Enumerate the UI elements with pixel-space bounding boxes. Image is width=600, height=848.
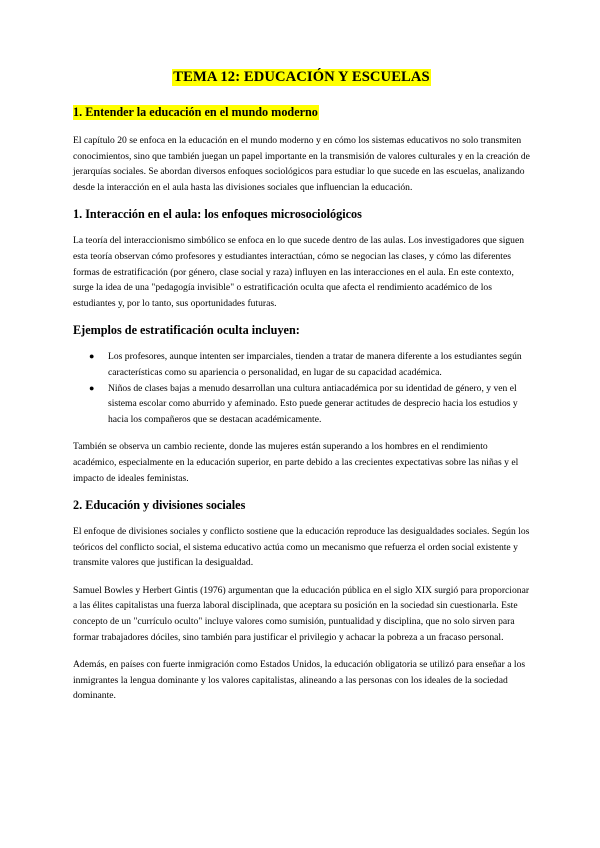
section-2-paragraph-1: La teoría del interaccionismo simbólico se enfoca en lo que sucede dentro de las aulas. Los investigadores que siguen esta teoría observan cómo profesores y estudiantes interactúan, cómo se negocian las clases, y cómo las diferentes formas de estratificación (por género, clase social y raza) influyen en las interacciones en el aula. En este contexto, surge la idea de una "pedagogía invisible" o estratificación oculta que afecta el rendimiento académico de los estudiantes y, por lo tanto, sus oportunidades futuras. — [73, 235, 525, 309]
document-title: TEMA 12: EDUCACIÓN Y ESCUELAS — [173, 69, 430, 85]
section-3-heading: Ejemplos de estratificación oculta incluyen: — [73, 323, 300, 338]
section-4-heading: 2. Educación y divisiones sociales — [73, 498, 246, 513]
section-4-paragraph-1: El enfoque de divisiones sociales y conflicto sostiene que la educación reproduce las desigualdades sociales. Según los teóricos del conflicto social, el sistema educativo actúa como un mecanismo que refuerza el orden social existente y transmite valores que justifican la desigualdad. — [73, 526, 530, 569]
section-1-paragraph-1: El capítulo 20 se enfoca en la educación en el mundo moderno y en cómo los sistemas educativos no solo transmiten conocimientos, sino que también juegan un papel importante en la transmisión de valores culturales y en la creación de jerarquías sociales. Se abordan diversos enfoques sociológicos para estudiar lo que sucede en las escuelas, analizando desde la interacción en el aula hasta las divisiones sociales que influencian la educación. — [73, 135, 530, 193]
list-item-text: Los profesores, aunque intenten ser imparciales, tienden a tratar de manera diferente a los estudiantes según características como su apariencia o personalidad, en lugar de su capacidad académica. — [108, 351, 522, 378]
section-1-heading: 1. Entender la educación en el mundo moderno — [73, 105, 318, 119]
section-4-paragraph-3: Además, en países con fuerte inmigración como Estados Unidos, la educación obligatoria se utilizó para enseñar a los inmigrantes la lengua dominante y los valores capitalistas, alineando a las personas con los ideales de la sociedad dominante. — [73, 659, 526, 702]
section-1 — [73, 103, 530, 195]
list-item — [89, 349, 530, 380]
examples-list — [73, 349, 530, 427]
list-item — [89, 381, 530, 428]
section-3 — [73, 323, 530, 486]
section-4-paragraph-2: Samuel Bowles y Herbert Gintis (1976) argumentan que la educación pública en el siglo XIX surgió para proporcionar a las élites capitalistas una fuerza laboral disciplinada, que aceptara su posición en la sociedad sin cuestionarla. Este concepto de un "currículo oculto" incluye valores como sumisión, puntualidad y disciplina, que no solo sirven para formar trabajadores dóciles, sino también para justificar el privilegio y achacar la pobreza a un fracaso personal. — [73, 584, 530, 643]
section-4 — [73, 498, 530, 704]
bullet-icon: ● — [89, 351, 95, 362]
section-3-paragraph-1: También se observa un cambio reciente, donde las mujeres están superando a los hombres en el rendimiento académico, especialmente en la educación superior, en parte debido a las crecientes expectativas sobre las niñas y el impacto de ideales feministas. — [73, 441, 519, 484]
bullet-icon: ● — [89, 382, 95, 393]
list-item-text: Niños de clases bajas a menudo desarrollan una cultura antiacadémica por su identidad de género, y ven el sistema escolar como aburrido y afeminado. Esto puede generar actitudes de desprecio hacia los estudios y hacia los compañeros que se destacan académicamente. — [108, 382, 518, 425]
section-2 — [73, 207, 530, 311]
title-wrapper — [73, 68, 530, 86]
section-2-heading: 1. Interacción en el aula: los enfoques microsociológicos — [73, 207, 362, 222]
